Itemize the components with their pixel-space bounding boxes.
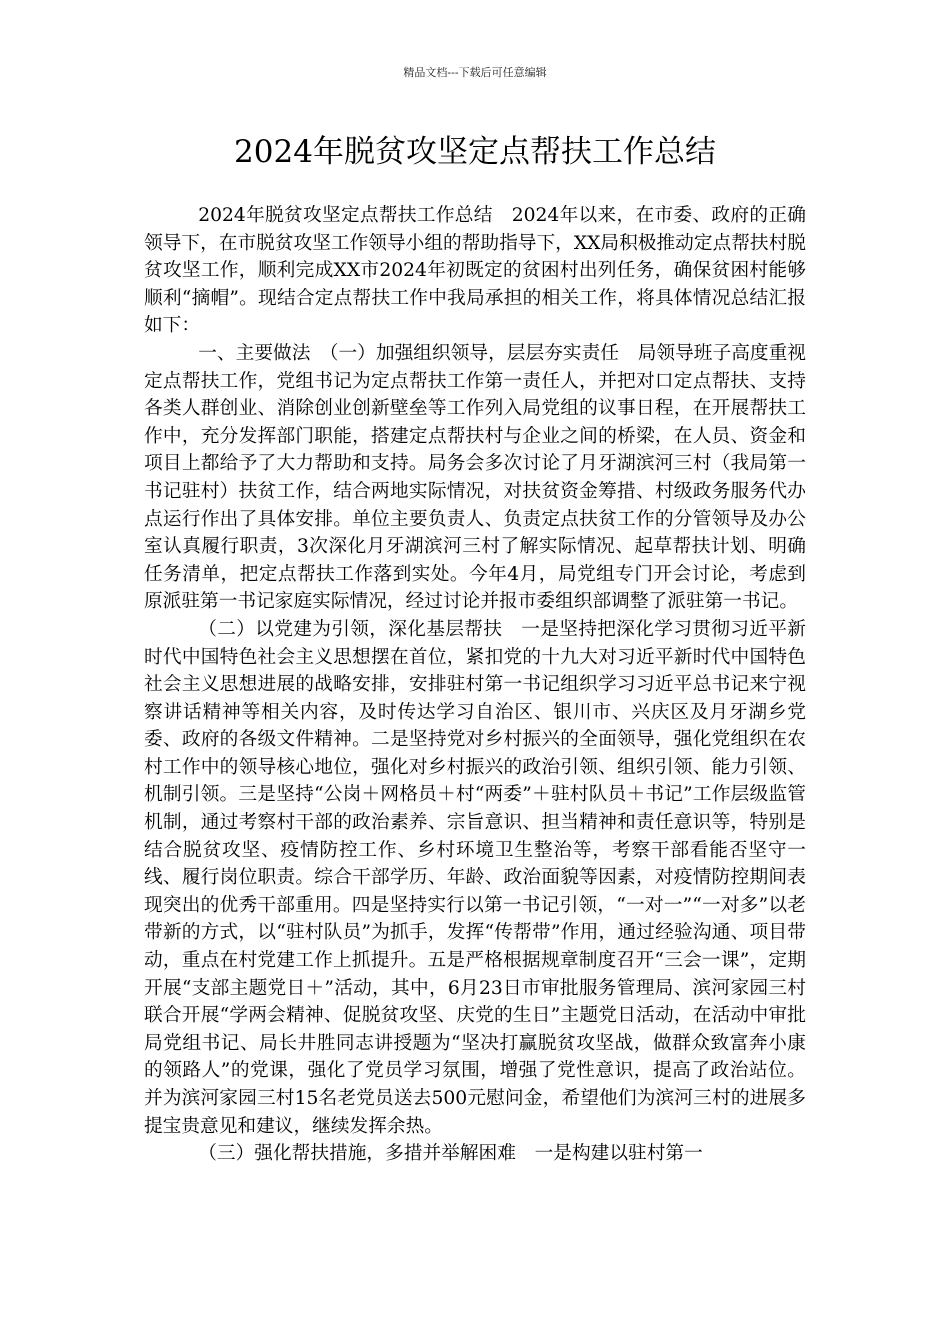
paragraph-section-1: 一、主要做法 （一）加强组织领导，层层夯实责任 局领导班子高度重视定点帮扶工作，党组书记为定点帮扶工作第一责任人，并把对口定点帮扶、支持各类人群创业、消除创业创新壁垒等工作列入局党组的议事日程，在开展帮扶工作中，充分发挥部门职能，搭建定点帮扶村与企业之间的桥梁，在人员、资金和项目上都给予了大力帮助和支持。局务会多次讨论了月牙湖滨河三村（我局第一书记驻村）扶贫工作，结合两地实际情况，对扶贫资金筹措、村级政务服务代办点运行作出了具体安排。单位主要负责人、负责定点扶贫工作的分管领导及办公室认真履行职责，3次深化月牙湖滨河三村了解实际情况、起草帮扶计划、明确任务清单，把定点帮扶工作落到实处。今年4月，局党组专门开会讨论，考虑到原派驻第一书记家庭实际情况，经过讨论并报市委组织部调整了派驻第一书记。 — [144, 342, 806, 613]
document-body — [144, 202, 806, 1168]
document-title: 2024年脱贫攻坚定点帮扶工作总结 — [234, 134, 716, 170]
paragraph-section-3: （三）强化帮扶措施，多措并举解困难 一是构建以驻村第一 — [198, 1143, 703, 1165]
paragraph-intro: 2024年脱贫攻坚定点帮扶工作总结 2024年以来，在市委、政府的正确领导下，在市脱贫攻坚工作领导小组的帮助指导下，XX局积极推动定点帮扶村脱贫攻坚工作，顺利完成XX市2024年初既定的贫困村出列任务，确保贫困村能够顺利“摘帽”。现结合定点帮扶工作中我局承担的相关工作，将具体情况总结汇报如下： — [144, 205, 806, 337]
header-note: 精品文档---下载后可任意编辑 — [403, 66, 547, 79]
paragraph-section-2: （二）以党建为引领，深化基层帮扶 一是坚持把深化学习贯彻习近平新时代中国特色社会主义思想摆在首位，紧扣党的十九大对习近平新时代中国特色社会主义思想进展的战略安排，安排驻村第一书记组织学习习近平总书记来宁视察讲话精神等相关内容，及时传达学习自治区、银川市、兴庆区及月牙湖乡党委、政府的各级文件精神。二是坚持党对乡村振兴的全面领导，强化党组织在农村工作中的领导核心地位，强化对乡村振兴的政治引领、组织引领、能力引领、机制引领。三是坚持“公岗＋网格员＋村“两委”＋驻村队员＋书记”工作层级监管机制，通过考察村干部的政治素养、宗旨意识、担当精神和责任意识等，特别是结合脱贫攻坚、疫情防控工作、乡村环境卫生整治等，考察干部看能否坚守一线、履行岗位职责。综合干部学历、年龄、政治面貌等因素，对疫情防控期间表现突出的优秀干部重用。四是坚持实行以第一书记引领，“一对一”“一对多”以老带新的方式，以“驻村队员”为抓手，发挥“传帮带”作用，通过经验沟通、项目带动，重点在村党建工作上抓提升。五是严格根据规章制度召开“三会一课”，定期开展“支部主题党日＋”活动，其中，6月23日市审批服务管理局、滨河家园三村联合开展“学两会精神、促脱贫攻坚、庆党的生日”主题党日活动，在活动中审批局党组书记、局长井胜同志讲授题为“坚决打赢脱贫攻坚战，做群众致富奔小康的领路人”的党课，强化了党员学习氛围，增强了党性意识，提高了政治站位。并为滨河家园三村15名老党员送去500元慰问金，希望他们为滨河三村的进展多提宝贵意见和建议，继续发挥余热。 — [144, 618, 806, 1137]
